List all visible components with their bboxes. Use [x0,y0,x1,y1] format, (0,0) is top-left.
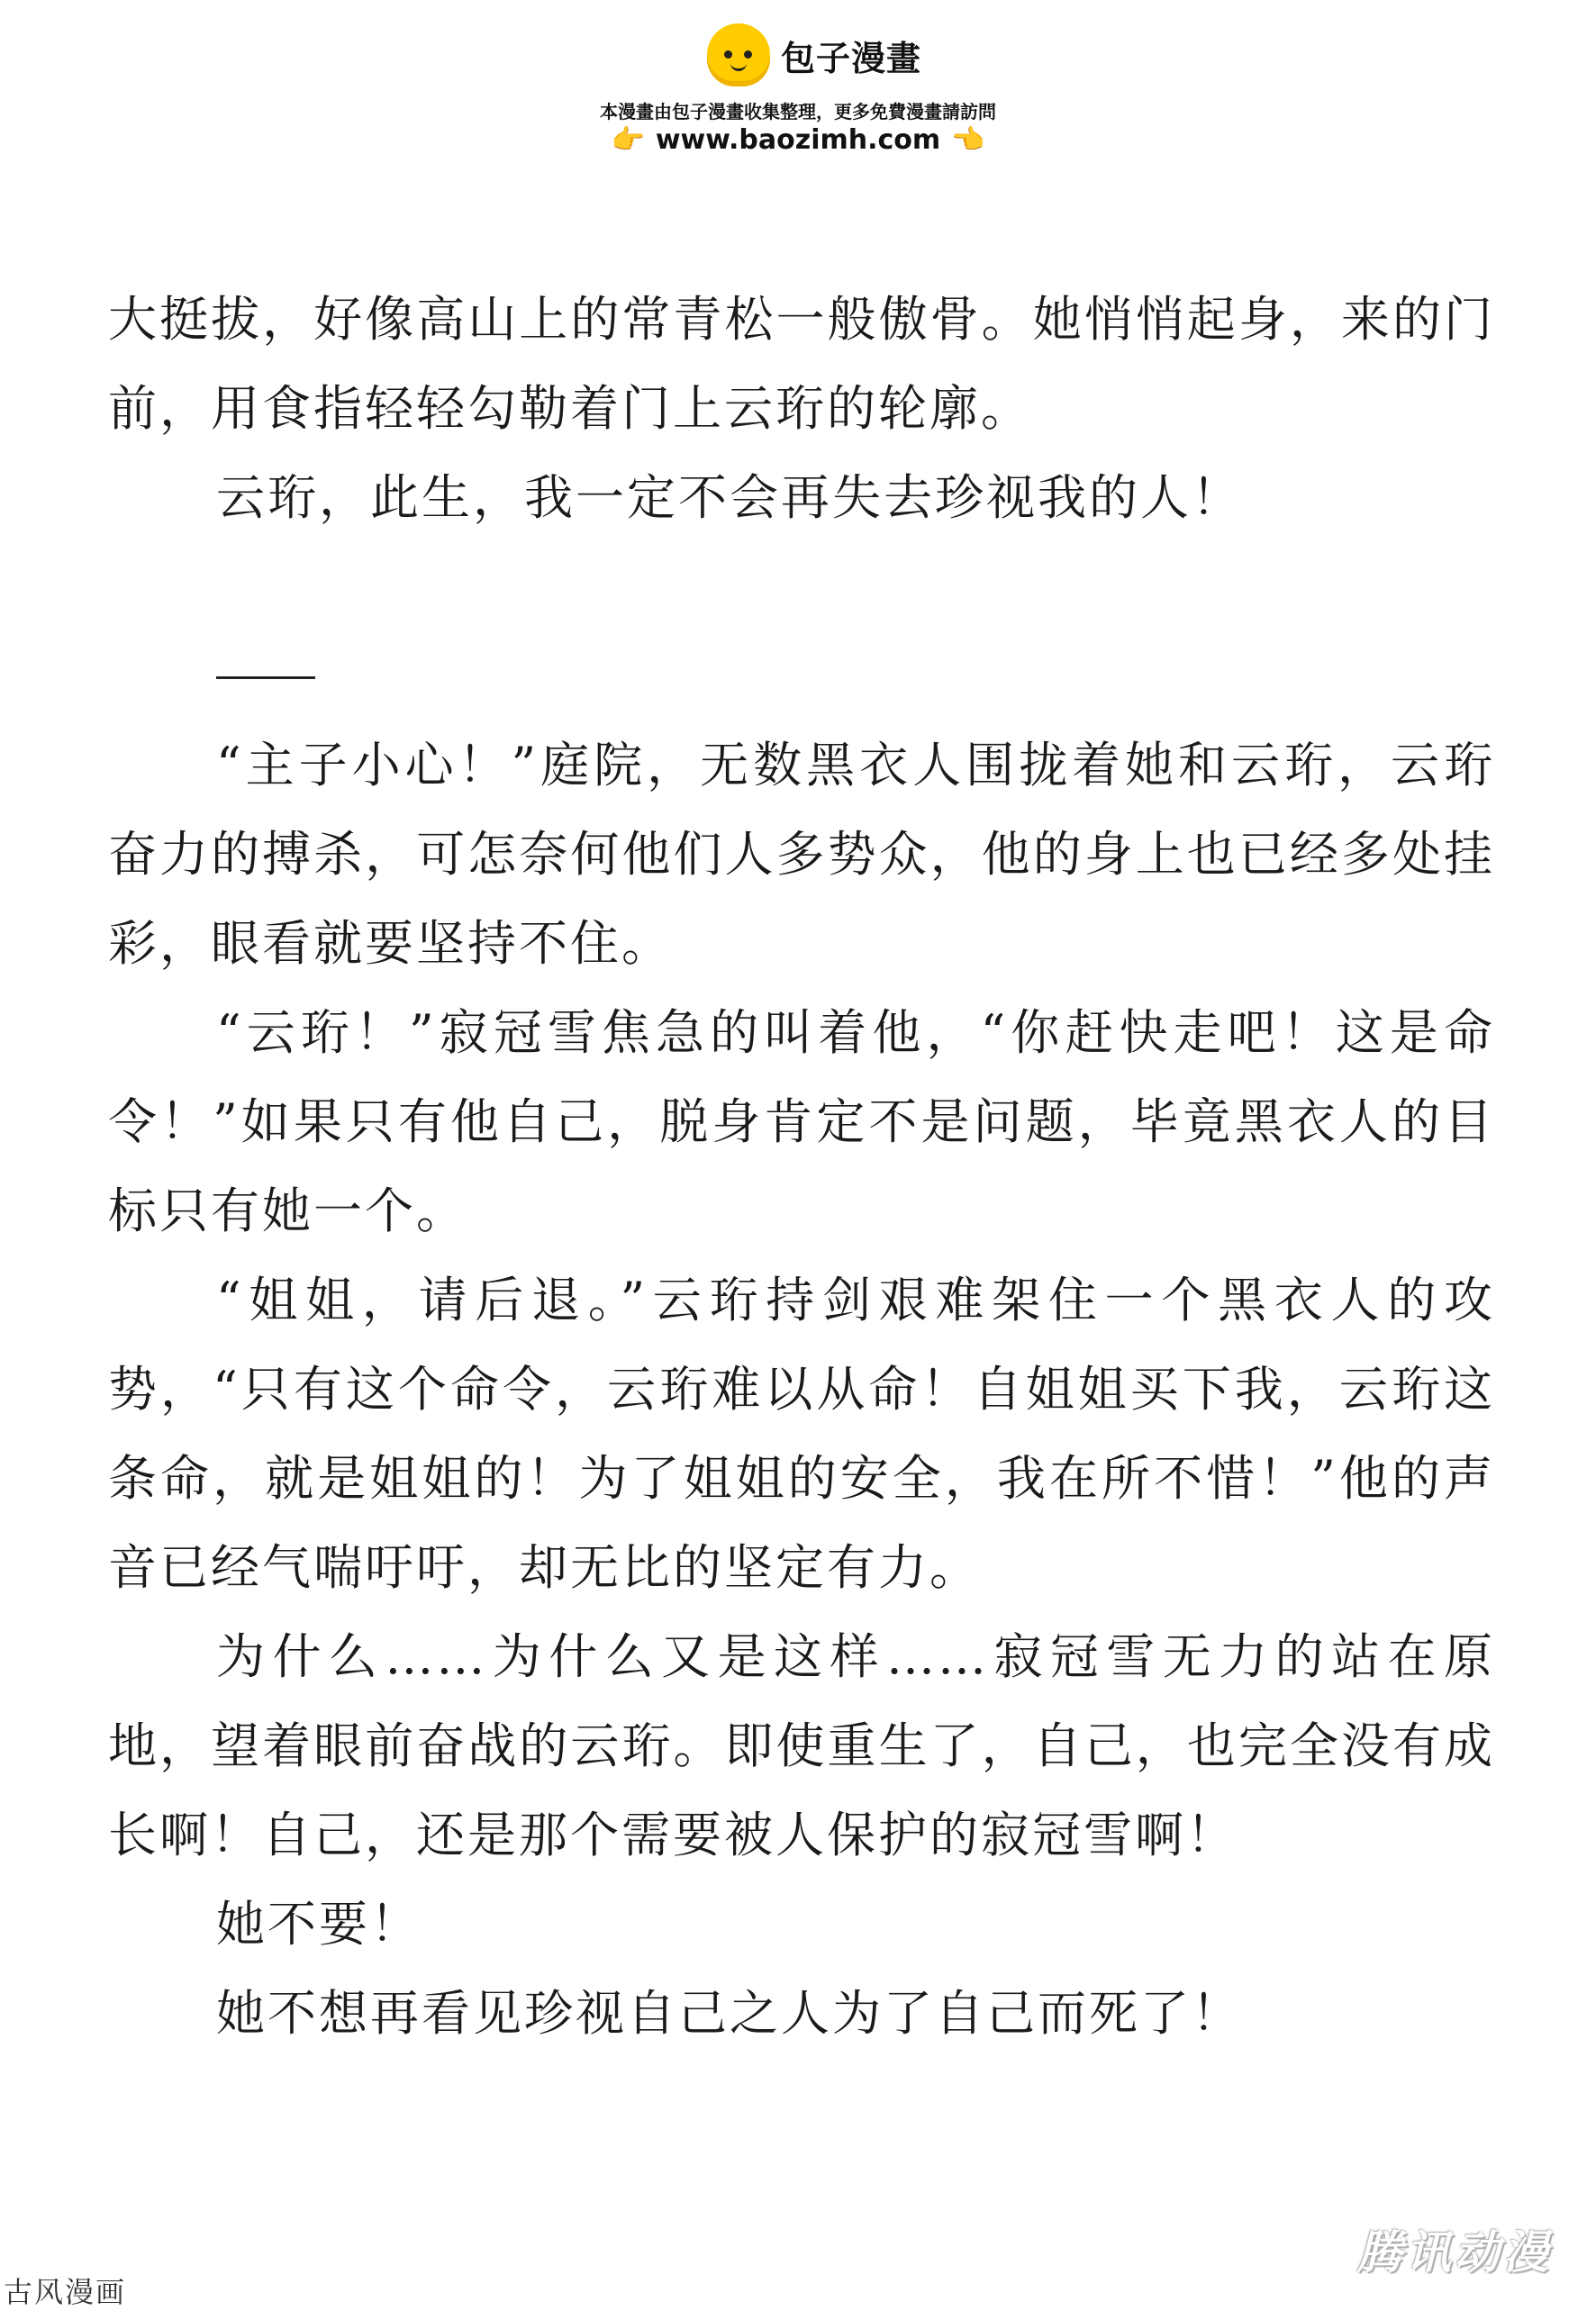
brand-name: 包子漫畫 [781,38,922,78]
section-separator [108,631,1495,720]
paragraph-7: 她不要！ [216,1896,422,1953]
site-url-link[interactable]: www.baozimh.com [655,124,941,156]
collection-notice: 本漫畫由包子漫畫收集整理，更多免費漫畫請訪問 [600,101,996,122]
paragraph-1: 大挺拔，好像高山上的常青松一般傲骨。她悄悄起身，来的门前，用食指轻轻勾勒着门上云珩的轮廓。 [108,291,1495,437]
paragraph-4: “云珩！”寂冠雪焦急的叫着他，“你赶快走吧！这是命令！”如果只有他自己，脱身肯定不是问题，毕竟黑衣人的目标只有她一个。 [108,1004,1495,1239]
watermark-header [0,20,1596,173]
paragraph-8: 她不想再看见珍视自己之人为了自己而死了！ [216,1985,1243,2042]
brand[interactable] [707,20,921,90]
pointing-right-hand-icon: 👉 [611,124,645,156]
logo-eye-left [724,50,732,59]
novel-text [108,275,1495,2058]
logo-eye-right [744,50,752,59]
separator-dash [216,676,315,679]
tencent-comic-watermark: 腾讯动漫 [1357,2226,1552,2279]
paragraph-2: 云珩，此生，我一定不会再失去珍视我的人！ [216,469,1243,526]
logo-mouth [730,61,747,71]
site-link-row[interactable] [0,124,1596,156]
pointing-left-hand-icon: 👈 [951,124,985,156]
paragraph-3: “主子小心！”庭院，无数黑衣人围拢着她和云珩，云珩奋力的搏杀，可怎奈何他们人多势众，他的身上也已经多处挂彩，眼看就要坚持不住。 [108,737,1495,972]
paragraph-6: 为什么……为什么又是这样……寂冠雪无力的站在原地，望着眼前奋战的云珩。即使重生了，自己，也完全没有成长啊！自己，还是那个需要被人保护的寂冠雪啊！ [108,1628,1495,1863]
source-label: 古风漫画 [4,2275,127,2309]
bun-mascot-icon [707,23,770,86]
paragraph-5: “姐姐，请后退。”云珩持剑艰难架住一个黑衣人的攻势，“只有这个命令，云珩难以从命！自姐姐买下我，云珩这条命，就是姐姐的！为了姐姐的安全，我在所不惜！”他的声音已经气喘吁吁，却无比的坚定有力。 [108,1272,1495,1596]
blank-line [108,542,1495,631]
